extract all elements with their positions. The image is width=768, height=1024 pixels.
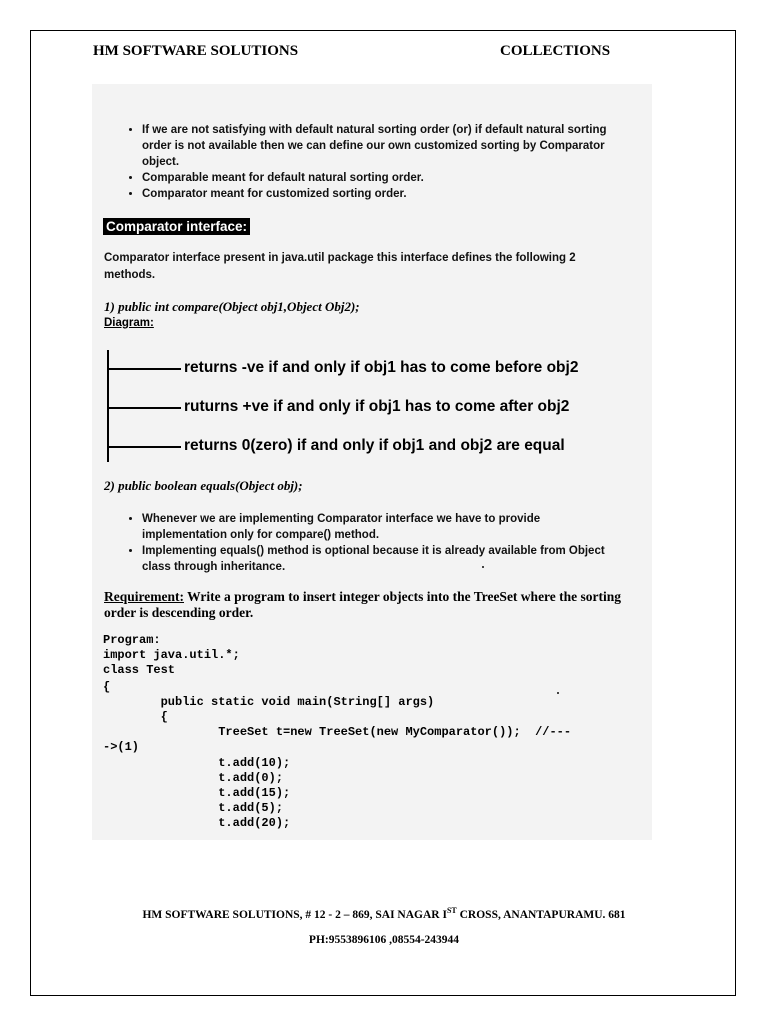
requirement-label: Requirement: <box>104 589 184 604</box>
header-topic: COLLECTIONS <box>500 43 611 59</box>
method-compare-signature: 1) public int compare(Object obj1,Object Obj2); <box>104 299 360 314</box>
code-line-11: t.add(15); <box>103 786 291 800</box>
header-company: HM SOFTWARE SOLUTIONS <box>93 43 299 59</box>
diagram-branch-1 <box>109 368 181 370</box>
requirement <box>104 589 624 621</box>
code-line-13: t.add(20); <box>103 816 291 830</box>
footer-address-suffix: CROSS, ANANTAPURAMU. 681 <box>456 908 626 921</box>
intro-bullet-list <box>120 122 622 202</box>
code-line-8: ->(1) <box>103 740 140 754</box>
section-heading: Comparator interface: <box>103 218 250 235</box>
method2-bullet-list <box>120 511 612 575</box>
code-line-10: t.add(0); <box>103 771 284 785</box>
diagram-row-positive: ruturns +ve if and only if obj1 has to come after obj2 <box>184 398 570 415</box>
code-line-6: { <box>103 710 168 724</box>
intro-bullet-2: • Comparable meant for default natural sorting order. <box>142 170 622 186</box>
intro-bullet-3: • Comparator meant for customized sorting order. <box>142 186 622 202</box>
method2-bullet-2: • Implementing equals() method is optional because it is already available from Object class through inheritance. <box>142 543 612 575</box>
diagram-branch-3 <box>109 446 181 448</box>
code-line-7: TreeSet t=new TreeSet(new MyComparator()); //--- <box>103 725 572 739</box>
diagram-row-zero: returns 0(zero) if and only if obj1 and obj2 are equal <box>184 437 565 454</box>
footer-address <box>0 906 768 921</box>
scan-speck <box>482 566 484 568</box>
diagram-row-negative: returns -ve if and only if obj1 has to come before obj2 <box>184 359 579 376</box>
code-line-2: import java.util.*; <box>103 648 240 662</box>
scan-speck <box>557 692 559 694</box>
requirement-text: Write a program to insert integer objects into the TreeSet where the sorting order is descending order. <box>104 589 622 620</box>
footer-phone: PH:9553896106 ,08554-243944 <box>308 934 460 946</box>
diagram-label: Diagram: <box>104 317 154 329</box>
code-line-3: class Test <box>103 663 176 677</box>
section-paragraph: Comparator interface present in java.util package this interface defines the following 2 methods. <box>104 252 576 281</box>
method-equals-signature: 2) public boolean equals(Object obj); <box>104 478 303 493</box>
method2-bullet-1: • Whenever we are implementing Comparator interface we have to provide implementation only for compare() method. <box>142 511 612 543</box>
footer-address-prefix: HM SOFTWARE SOLUTIONS, # 12 - 2 – 869, SAI NAGAR I <box>142 908 447 921</box>
code-line-5: public static void main(String[] args) <box>103 695 435 709</box>
intro-bullet-1: • If we are not satisfying with default natural sorting order (or) if default natural sorting order is not available then we can define our own customized sorting by Comparator object. <box>142 122 622 170</box>
footer-address-sup: ST <box>446 906 457 915</box>
code-line-12: t.add(5); <box>103 801 284 815</box>
diagram-branch-2 <box>109 407 181 409</box>
code-line-4: { <box>103 680 111 694</box>
code-line-1: Program: <box>103 633 161 647</box>
code-line-9: t.add(10); <box>103 756 291 770</box>
